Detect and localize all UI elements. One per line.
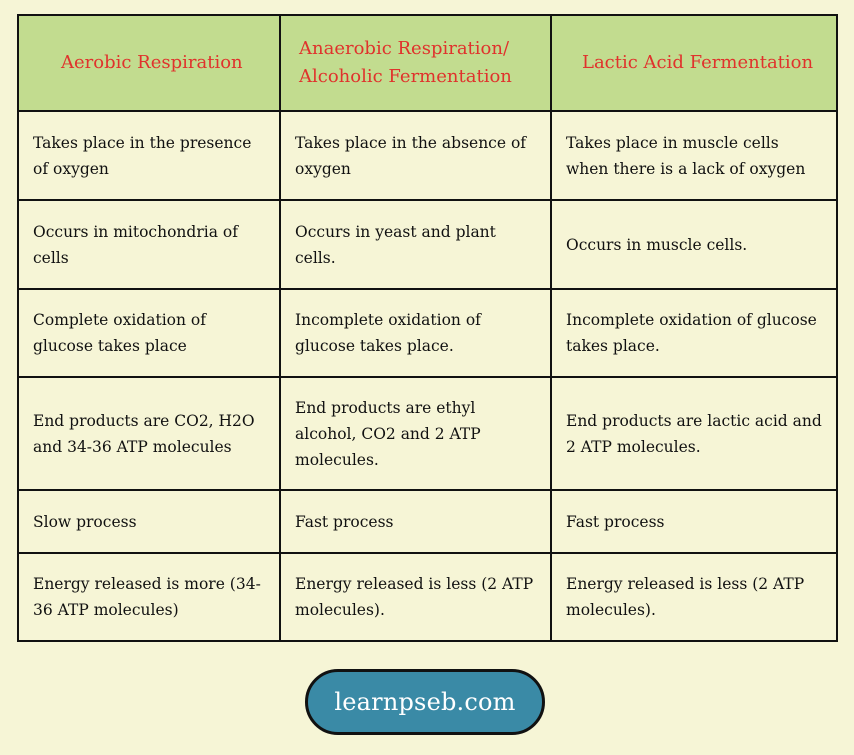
table-row bbox=[18, 553, 837, 641]
table-cell: Energy released is less (2 ATP molecules). bbox=[551, 553, 837, 641]
table-cell: Occurs in mitochondria of cells bbox=[18, 200, 280, 289]
table-cell: Fast process bbox=[551, 490, 837, 553]
table-cell: End products are lactic acid and 2 ATP molecules. bbox=[551, 377, 837, 490]
header-aerobic-respiration: Aerobic Respiration bbox=[18, 15, 280, 111]
table-cell: Occurs in yeast and plant cells. bbox=[280, 200, 551, 289]
header-anaerobic-respiration: Anaerobic Respiration/ Alcoholic Fermentation bbox=[280, 15, 551, 111]
table-row bbox=[18, 200, 837, 289]
table-row bbox=[18, 111, 837, 200]
table-row bbox=[18, 377, 837, 490]
table-cell: Energy released is less (2 ATP molecules). bbox=[280, 553, 551, 641]
table-cell: Slow process bbox=[18, 490, 280, 553]
table-cell: Takes place in the presence of oxygen bbox=[18, 111, 280, 200]
table-cell: End products are CO2, H2O and 34-36 ATP molecules bbox=[18, 377, 280, 490]
table-row bbox=[18, 490, 837, 553]
table-cell: End products are ethyl alcohol, CO2 and 2 ATP molecules. bbox=[280, 377, 551, 490]
table-row bbox=[18, 289, 837, 377]
site-link-button[interactable]: learnpseb.com bbox=[305, 669, 545, 735]
respiration-comparison-table bbox=[17, 14, 838, 642]
table-cell: Fast process bbox=[280, 490, 551, 553]
table-cell: Occurs in muscle cells. bbox=[551, 200, 837, 289]
table-cell: Energy released is more (34-36 ATP molecules) bbox=[18, 553, 280, 641]
table-header-row bbox=[18, 15, 837, 111]
table-cell: Takes place in muscle cells when there is a lack of oxygen bbox=[551, 111, 837, 200]
table-cell: Incomplete oxidation of glucose takes place. bbox=[551, 289, 837, 377]
table-cell: Takes place in the absence of oxygen bbox=[280, 111, 551, 200]
table-cell: Complete oxidation of glucose takes place bbox=[18, 289, 280, 377]
table-cell: Incomplete oxidation of glucose takes place. bbox=[280, 289, 551, 377]
header-lactic-acid-fermentation: Lactic Acid Fermentation bbox=[551, 15, 837, 111]
